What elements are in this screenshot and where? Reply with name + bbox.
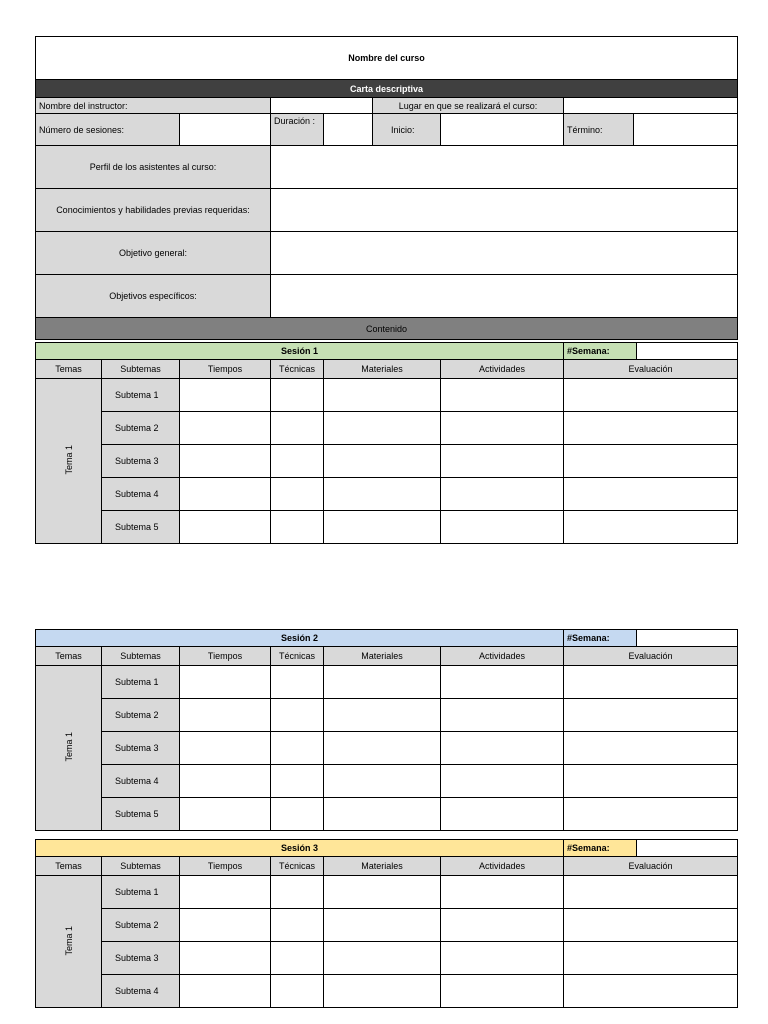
objetivos-especificos-label: Objetivos específicos: [36, 275, 271, 318]
entry-cell[interactable] [180, 666, 271, 699]
inicio-field[interactable] [441, 114, 564, 146]
column-header: Temas [36, 360, 102, 379]
semana-label: #Semana: [564, 630, 637, 646]
session-title: Sesión 3 [36, 840, 564, 857]
subtema-label: Subtema 1 [102, 876, 180, 909]
lugar-label: Lugar en que se realizará el curso: [373, 98, 564, 114]
entry-cell[interactable] [271, 798, 324, 831]
subtema-label: Subtema 4 [102, 975, 180, 1008]
entry-cell[interactable] [441, 699, 564, 732]
entry-cell[interactable] [271, 942, 324, 975]
inicio-label: Inicio: [373, 114, 441, 146]
entry-cell[interactable] [324, 445, 441, 478]
subtema-label: Subtema 5 [102, 511, 180, 544]
entry-cell[interactable] [324, 909, 441, 942]
column-header: Materiales [324, 647, 441, 666]
semana-field[interactable] [637, 343, 737, 359]
subtema-label: Subtema 3 [102, 732, 180, 765]
entry-cell[interactable] [180, 909, 271, 942]
entry-cell[interactable] [441, 732, 564, 765]
column-header: Subtemas [102, 857, 180, 876]
entry-cell[interactable] [441, 798, 564, 831]
column-header: Evaluación [564, 857, 738, 876]
entry-cell[interactable] [180, 478, 271, 511]
entry-cell[interactable] [180, 876, 271, 909]
entry-cell[interactable] [564, 666, 738, 699]
entry-cell[interactable] [441, 975, 564, 1008]
entry-cell[interactable] [441, 765, 564, 798]
entry-cell[interactable] [180, 765, 271, 798]
entry-cell[interactable] [271, 909, 324, 942]
termino-field[interactable] [634, 114, 738, 146]
entry-cell[interactable] [324, 699, 441, 732]
entry-cell[interactable] [271, 379, 324, 412]
contenido-header: Contenido [36, 318, 738, 340]
entry-cell[interactable] [180, 732, 271, 765]
entry-cell[interactable] [271, 732, 324, 765]
column-header: Materiales [324, 857, 441, 876]
column-header: Subtemas [102, 360, 180, 379]
subtema-label: Subtema 5 [102, 798, 180, 831]
entry-cell[interactable] [271, 445, 324, 478]
tema-label: Tema 1 [63, 445, 74, 475]
subtema-label: Subtema 2 [102, 909, 180, 942]
entry-cell[interactable] [180, 975, 271, 1008]
entry-cell[interactable] [441, 942, 564, 975]
subtema-label: Subtema 3 [102, 942, 180, 975]
column-header: Actividades [441, 647, 564, 666]
entry-cell[interactable] [564, 699, 738, 732]
tema-cell [36, 666, 102, 831]
conocimientos-label: Conocimientos y habilidades previas requeridas: [36, 189, 271, 232]
subtema-label: Subtema 1 [102, 666, 180, 699]
entry-cell[interactable] [180, 699, 271, 732]
column-header: Tiempos [180, 360, 271, 379]
entry-cell[interactable] [180, 412, 271, 445]
entry-cell[interactable] [180, 379, 271, 412]
entry-cell[interactable] [441, 445, 564, 478]
column-header: Evaluación [564, 360, 738, 379]
session-title: Sesión 1 [36, 343, 564, 360]
entry-cell[interactable] [441, 379, 564, 412]
entry-cell[interactable] [564, 876, 738, 909]
session-table [35, 629, 738, 831]
column-header: Técnicas [271, 857, 324, 876]
entry-cell[interactable] [564, 445, 738, 478]
column-header: Subtemas [102, 647, 180, 666]
entry-cell[interactable] [564, 765, 738, 798]
entry-cell[interactable] [324, 975, 441, 1008]
semana-cell [564, 840, 738, 857]
entry-cell[interactable] [271, 876, 324, 909]
entry-cell[interactable] [324, 942, 441, 975]
entry-cell[interactable] [271, 511, 324, 544]
semana-cell [564, 630, 738, 647]
subtema-label: Subtema 2 [102, 699, 180, 732]
entry-cell[interactable] [180, 942, 271, 975]
column-header: Técnicas [271, 647, 324, 666]
entry-cell[interactable] [441, 909, 564, 942]
column-header: Temas [36, 647, 102, 666]
termino-label: Término: [564, 114, 634, 146]
conocimientos-field[interactable] [271, 189, 738, 232]
semana-cell [564, 343, 738, 360]
objetivo-general-field[interactable] [271, 232, 738, 275]
course-form-table [35, 36, 738, 340]
entry-cell[interactable] [180, 445, 271, 478]
entry-cell[interactable] [324, 876, 441, 909]
sesiones-field[interactable] [180, 114, 271, 146]
tema-cell [36, 379, 102, 544]
entry-cell[interactable] [271, 478, 324, 511]
semana-field[interactable] [637, 630, 737, 646]
entry-cell[interactable] [324, 511, 441, 544]
session-table [35, 839, 738, 1008]
entry-cell[interactable] [564, 478, 738, 511]
objetivos-especificos-field[interactable] [271, 275, 738, 318]
entry-cell[interactable] [324, 666, 441, 699]
column-header: Materiales [324, 360, 441, 379]
entry-cell[interactable] [564, 511, 738, 544]
tema-label: Tema 1 [63, 925, 74, 956]
column-header: Tiempos [180, 857, 271, 876]
entry-cell[interactable] [324, 765, 441, 798]
entry-cell[interactable] [564, 379, 738, 412]
entry-cell[interactable] [441, 876, 564, 909]
subtema-label: Subtema 4 [102, 765, 180, 798]
column-header: Técnicas [271, 360, 324, 379]
duracion-field[interactable] [324, 114, 373, 146]
entry-cell[interactable] [564, 798, 738, 831]
subtema-label: Subtema 2 [102, 412, 180, 445]
entry-cell[interactable] [564, 942, 738, 975]
instructor-field[interactable] [271, 98, 373, 114]
entry-cell[interactable] [271, 765, 324, 798]
entry-cell[interactable] [180, 511, 271, 544]
column-header: Evaluación [564, 647, 738, 666]
column-header: Temas [36, 857, 102, 876]
entry-cell[interactable] [271, 666, 324, 699]
tema-cell [36, 876, 102, 1008]
column-header: Tiempos [180, 647, 271, 666]
entry-cell[interactable] [180, 798, 271, 831]
entry-cell[interactable] [324, 412, 441, 445]
entry-cell[interactable] [324, 379, 441, 412]
document-subtitle: Carta descriptiva [36, 80, 738, 98]
perfil-field[interactable] [271, 146, 738, 189]
entry-cell[interactable] [564, 412, 738, 445]
column-header: Actividades [441, 360, 564, 379]
duracion-label: Duración : [271, 114, 324, 146]
entry-cell[interactable] [271, 412, 324, 445]
subtema-label: Subtema 1 [102, 379, 180, 412]
lugar-field[interactable] [564, 98, 738, 114]
entry-cell[interactable] [564, 732, 738, 765]
entry-cell[interactable] [441, 511, 564, 544]
perfil-label: Perfil de los asistentes al curso: [36, 146, 271, 189]
session-title: Sesión 2 [36, 630, 564, 647]
entry-cell[interactable] [441, 666, 564, 699]
subtema-label: Subtema 3 [102, 445, 180, 478]
subtema-label: Subtema 4 [102, 478, 180, 511]
entry-cell[interactable] [271, 699, 324, 732]
objetivo-general-label: Objetivo general: [36, 232, 271, 275]
column-header: Actividades [441, 857, 564, 876]
entry-cell[interactable] [564, 909, 738, 942]
instructor-label: Nombre del instructor: [36, 98, 271, 114]
entry-cell[interactable] [324, 732, 441, 765]
entry-cell[interactable] [564, 975, 738, 1008]
entry-cell[interactable] [324, 798, 441, 831]
tema-label: Tema 1 [63, 732, 74, 762]
semana-label: #Semana: [564, 343, 637, 359]
session-table [35, 342, 738, 544]
sesiones-label: Número de sesiones: [36, 114, 180, 146]
semana-field[interactable] [637, 840, 737, 856]
entry-cell[interactable] [324, 478, 441, 511]
entry-cell[interactable] [271, 975, 324, 1008]
entry-cell[interactable] [441, 478, 564, 511]
entry-cell[interactable] [441, 412, 564, 445]
course-title: Nombre del curso [36, 37, 738, 80]
semana-label: #Semana: [564, 840, 637, 856]
